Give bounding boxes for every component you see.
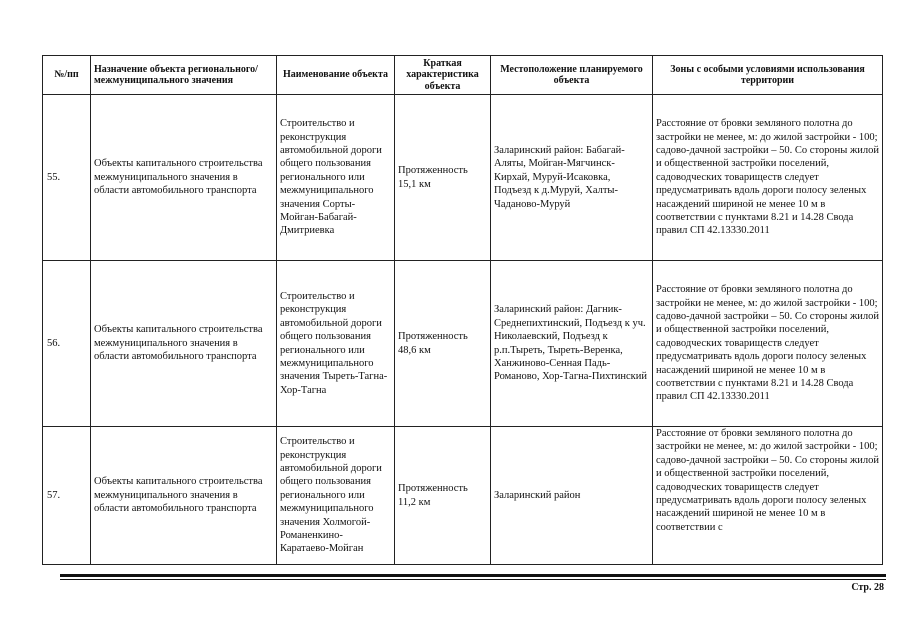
footer-rule-thick — [60, 574, 886, 577]
row-number: 55. — [43, 95, 91, 261]
page-number: Стр. 28 — [851, 582, 884, 593]
header-location: Местоположение планируемого объекта — [491, 56, 653, 95]
row-location: Заларинский район: Дагник-Среднепихтинский, Подъезд к уч. Николаевский, Подъезд к р.п.Тыреть, Тыреть-Веренка, Ханжиново-Сенная Падь-Романово, Хор-Тагна-Пихтинский — [491, 261, 653, 427]
row-characteristic: Протяженность 15,1 км — [395, 95, 491, 261]
row-location: Заларинский район: Бабагай-Аляты, Мойган-Мягчинск-Кирхай, Муруй-Исаковка, Подъезд к д.Муруй, Халты-Чаданово-Муруй — [491, 95, 653, 261]
row-object-name: Строительство и реконструкция автомобильной дороги общего пользования регионального или межмуниципального значения Холмогой-Романенкино-Каратаево-Мойган — [277, 427, 395, 565]
row-location: Заларинский район — [491, 427, 653, 565]
row-object-name: Строительство и реконструкция автомобильной дороги общего пользования регионального или межмуниципального значения Тыреть-Тагна-Хор-Тагна — [277, 261, 395, 427]
row-characteristic: Протяженность 11,2 км — [395, 427, 491, 565]
header-num: №/пп — [43, 56, 91, 95]
table-row — [43, 427, 883, 565]
row-zones: Расстояние от бровки земляного полотна до застройки не менее, м: до жилой застройки - 100; садово-дачной застройки – 50. Со стороны жилой и общественной застройки поселений, садоводческих товариществ следует предусматривать вдоль дороги полосу зеленых насаждений шириной не менее 10 м в соответствии с — [653, 427, 883, 565]
table-row — [43, 95, 883, 261]
row-zones: Расстояние от бровки земляного полотна до застройки не менее, м: до жилой застройки - 100; садово-дачной застройки – 50. Со стороны жилой и общественной застройки поселений, садоводческих товариществ следует предусматривать вдоль дороги полосу зеленых насаждений шириной не менее 10 м в соответствии с пунктами 8.21 и 14.28 Свода правил СП 42.13330.2011 — [653, 95, 883, 261]
row-object-name: Строительство и реконструкция автомобильной дороги общего пользования регионального или межмуниципального значения Сорты-Мойган-Бабагай-Дмитриевка — [277, 95, 395, 261]
header-name: Наименование объекта — [277, 56, 395, 95]
row-purpose: Объекты капитального строительства межмуниципального значения в области автомобильного транспорта — [91, 95, 277, 261]
header-zones: Зоны с особыми условиями использования территории — [653, 56, 883, 95]
header-purpose: Назначение объекта регионального/ межмуниципального значения — [91, 56, 277, 95]
objects-table — [42, 55, 883, 565]
row-zones: Расстояние от бровки земляного полотна до застройки не менее, м: до жилой застройки - 100; садово-дачной застройки – 50. Со стороны жилой и общественной застройки поселений, садоводческих товариществ следует предусматривать вдоль дороги полосу зеленых насаждений шириной не менее 10 м в соответствии с пунктами 8.21 и 14.28 Свода правил СП 42.13330.2011 — [653, 261, 883, 427]
row-number: 57. — [43, 427, 91, 565]
footer-rule-thin — [60, 579, 886, 580]
row-purpose: Объекты капитального строительства межмуниципального значения в области автомобильного транспорта — [91, 261, 277, 427]
row-purpose: Объекты капитального строительства межмуниципального значения в области автомобильного транспорта — [91, 427, 277, 565]
table-header-row — [43, 56, 883, 95]
row-number: 56. — [43, 261, 91, 427]
header-characteristic: Краткая характеристика объекта — [395, 56, 491, 95]
row-characteristic: Протяженность 48,6 км — [395, 261, 491, 427]
table-row — [43, 261, 883, 427]
